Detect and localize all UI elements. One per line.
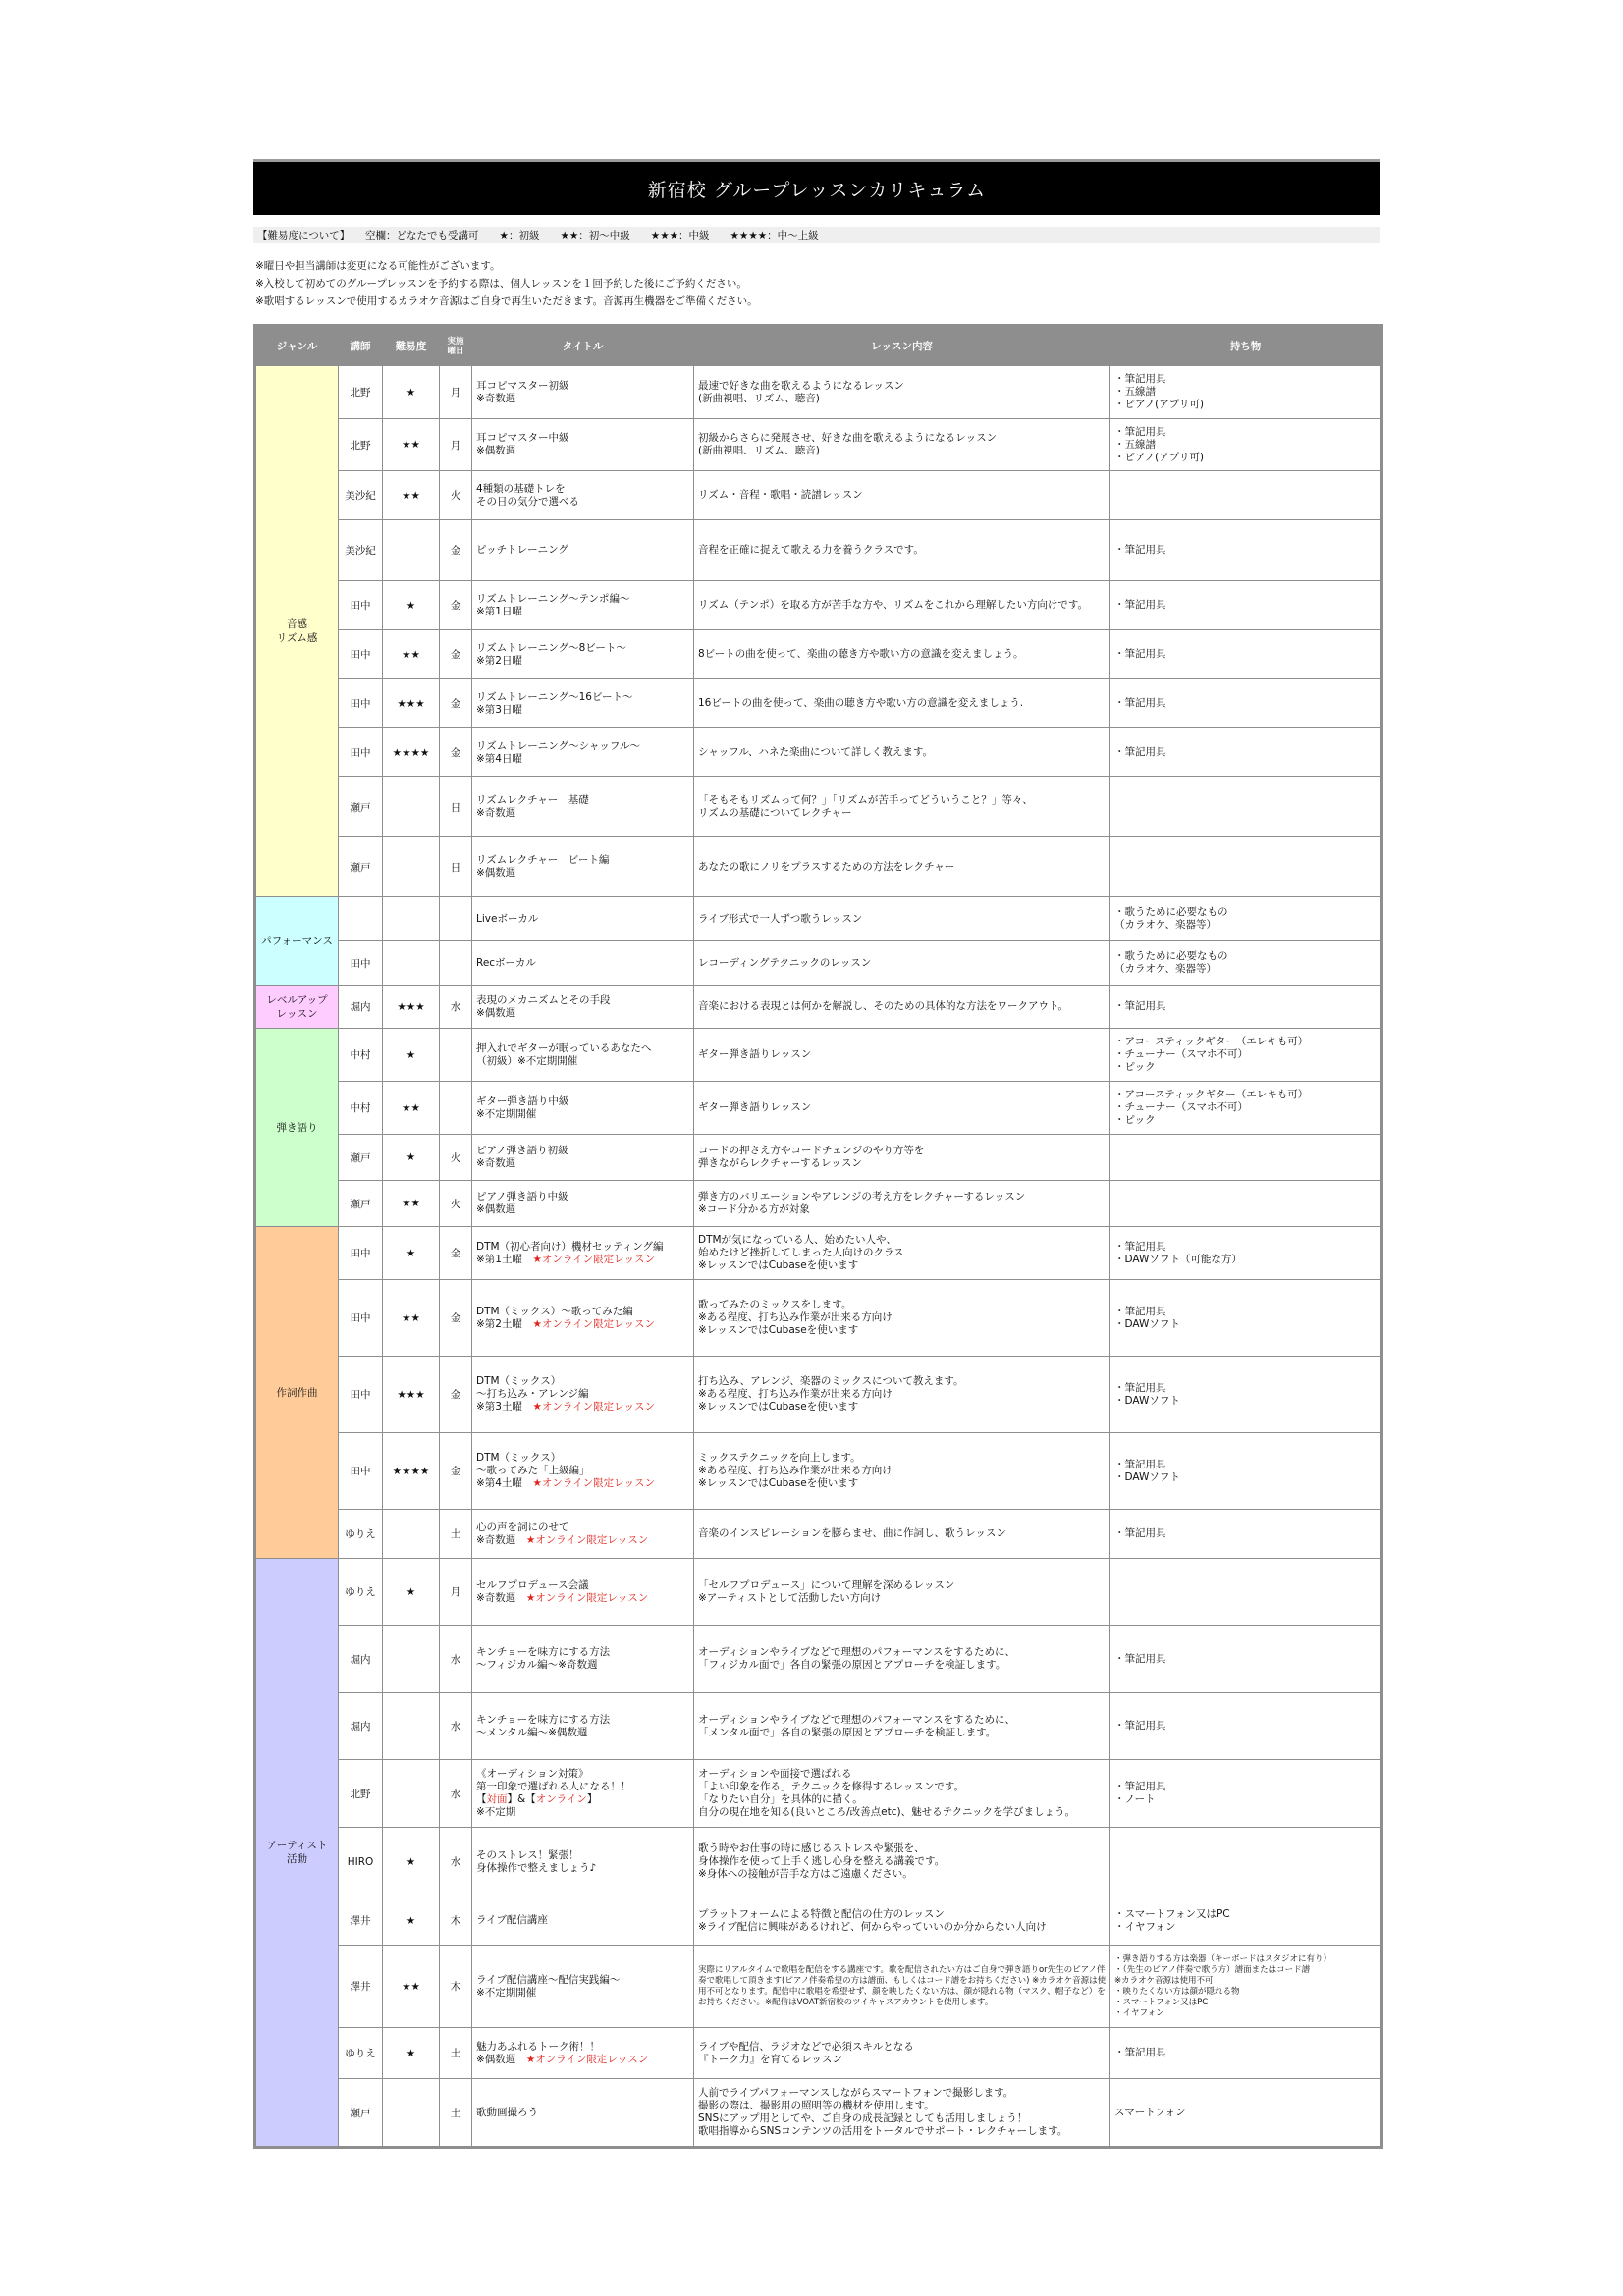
genre-cell: アーティスト 活動 [255, 1559, 339, 2148]
level-cell: ★ [383, 1828, 440, 1896]
title-cell [472, 837, 694, 897]
items-cell: ・筆記用具 [1110, 581, 1382, 630]
teacher-cell: 田中 [339, 630, 383, 679]
table-header-row [255, 326, 1382, 366]
content-cell: 8ビートの曲を使って、楽曲の聴き方や歌い方の意識を変えましょう。 [694, 630, 1110, 679]
title-text: リズムトレーニング〜8ビート〜 ※第2日曜 [476, 641, 626, 667]
title-text: ピッチトレーニング [476, 544, 568, 556]
level-cell: ★★★ [383, 1357, 440, 1433]
level-cell [383, 837, 440, 897]
title-text: リズムトレーニング〜テンポ編〜 ※第1日曜 [476, 592, 630, 617]
title-cell [472, 2028, 694, 2079]
content-cell: ギター弾き語りレッスン [694, 1082, 1110, 1135]
level-cell: ★ [383, 366, 440, 419]
content-cell: レコーディングテクニックのレッスン [694, 941, 1110, 986]
teacher-cell: 北野 [339, 366, 383, 419]
title-text: 歌動画撮ろう [476, 2106, 538, 2118]
content-cell: あなたの歌にノリをプラスするための方法をレクチャー [694, 837, 1110, 897]
teacher-cell: 瀬戸 [339, 1135, 383, 1181]
content-cell: オーディションや面接で選ばれる 「よい印象を作る」テクニックを修得するレッスンです。 「なりたい自分」を具体的に描く。 自分の現在地を知る(良いところ/改善点etc)、魅せるテクニックを学びましょう。 [694, 1760, 1110, 1828]
teacher-cell: 中村 [339, 1029, 383, 1082]
curriculum-sheet [253, 159, 1380, 2149]
day-cell: 金 [440, 1357, 472, 1433]
title-cell [472, 1510, 694, 1559]
day-cell: 水 [440, 986, 472, 1029]
title-cell [472, 679, 694, 728]
title-text: ライブ配信講座 [476, 1914, 548, 1926]
online-tag: オンライン [535, 1793, 587, 1805]
day-cell: 金 [440, 1280, 472, 1357]
items-cell: ・筆記用具 ・DAWソフト [1110, 1357, 1382, 1433]
curriculum-table [253, 324, 1383, 2149]
items-cell [1110, 1559, 1382, 1626]
title-cell [472, 520, 694, 581]
day-cell: 水 [440, 1828, 472, 1896]
day-cell: 金 [440, 1227, 472, 1280]
teacher-cell: 北野 [339, 419, 383, 471]
items-cell: ・スマートフォン又はPC ・イヤフォン [1110, 1896, 1382, 1946]
level-cell: ★ [383, 1135, 440, 1181]
day-cell: 火 [440, 471, 472, 520]
day-cell: 月 [440, 419, 472, 471]
day-cell: 水 [440, 1626, 472, 1693]
col-header-teacher: 講師 [339, 326, 383, 366]
items-cell [1110, 1828, 1382, 1896]
genre-cell: パフォーマンス [255, 897, 339, 986]
title-cell [472, 1280, 694, 1357]
content-cell: 歌う時やお仕事の時に感じるストレスや緊張を、 身体操作を使って上手く逃し心身を整える講義です。 ※身体への接触が苦手な方はご遠慮ください。 [694, 1828, 1110, 1896]
teacher-cell: 田中 [339, 679, 383, 728]
day-cell: 金 [440, 520, 472, 581]
online-tag: ★オンライン限定レッスン [525, 2053, 649, 2065]
title-text: キンチョーを味方にする方法 〜メンタル編〜※偶数週 [476, 1713, 611, 1738]
level-cell [383, 1760, 440, 1828]
day-cell [440, 1082, 472, 1135]
items-cell: ・筆記用具 ・DAWソフト [1110, 1280, 1382, 1357]
table-row [255, 419, 1382, 471]
items-cell: ・歌うために必要なもの （カラオケ、楽器等） [1110, 941, 1382, 986]
title-text: 】 ※不定期 [476, 1793, 598, 1818]
title-cell [472, 630, 694, 679]
items-cell: ・弾き語りする方は楽器（キーボードはスタジオに有り） ・（先生のピアノ伴奏で歌う方）譜面またはコード譜 ※カラオケ音源は使用不可 ・映りたくない方は顔が隠れる物 ・スマートフォン又はPC ・イヤフォン [1110, 1946, 1382, 2028]
teacher-cell: 田中 [339, 728, 383, 777]
items-cell: ・筆記用具 [1110, 1626, 1382, 1693]
day-cell: 木 [440, 1946, 472, 2028]
level-cell: ★★ [383, 419, 440, 471]
table-row [255, 1626, 1382, 1693]
items-cell [1110, 471, 1382, 520]
title-cell [472, 1082, 694, 1135]
online-tag: ★オンライン限定レッスン [525, 1591, 649, 1604]
content-cell: 音程を正確に捉えて歌える力を養うクラスです。 [694, 520, 1110, 581]
col-header-title: タイトル [472, 326, 694, 366]
genre-cell: 弾き語り [255, 1029, 339, 1227]
table-row [255, 630, 1382, 679]
teacher-cell: 瀬戸 [339, 1181, 383, 1227]
title-cell [472, 1181, 694, 1227]
content-cell: リズム・音程・歌唱・読譜レッスン [694, 471, 1110, 520]
teacher-cell: 田中 [339, 1227, 383, 1280]
title-cell [472, 1946, 694, 2028]
table-row [255, 1693, 1382, 1760]
content-cell: ミックステクニックを向上します。 ※ある程度、打ち込み作業が出来る方向け ※レッスンではCubaseを使います [694, 1433, 1110, 1510]
teacher-cell: 瀬戸 [339, 2079, 383, 2148]
title-text: ライブ配信講座〜配信実践編〜 ※不定期開催 [476, 1973, 621, 1999]
level-cell [383, 1693, 440, 1760]
day-cell [440, 897, 472, 941]
items-cell: ・筆記用具 [1110, 728, 1382, 777]
online-tag: ★オンライン限定レッスン [532, 1317, 655, 1330]
content-cell: ライブや配信、ラジオなどで必須スキルとなる 『トーク力』を育てるレッスン [694, 2028, 1110, 2079]
content-cell: プラットフォームによる特徴と配信の仕方のレッスン ※ライブ配信に興味があるけれど、何からやっていいのか分からない人向け [694, 1896, 1110, 1946]
level-cell: ★★ [383, 1082, 440, 1135]
table-row [255, 1029, 1382, 1082]
table-row [255, 1433, 1382, 1510]
genre-cell: 作詞作曲 [255, 1227, 339, 1559]
day-cell: 水 [440, 1693, 472, 1760]
day-cell: 月 [440, 1559, 472, 1626]
title-text: Recボーカル [476, 956, 536, 969]
table-row [255, 897, 1382, 941]
items-cell: ・筆記用具 [1110, 520, 1382, 581]
content-cell: 「そもそもリズムって何？」「リズムが苦手ってどういうこと？」等々、 リズムの基礎についてレクチャー [694, 777, 1110, 837]
table-body [255, 366, 1382, 2148]
teacher-cell: 田中 [339, 1433, 383, 1510]
table-row [255, 1828, 1382, 1896]
items-cell [1110, 1135, 1382, 1181]
title-cell [472, 1559, 694, 1626]
genre-cell: 音感 リズム感 [255, 366, 339, 897]
note-line: ※歌唱するレッスンで使用するカラオケ音源はご自身で再生いただきます。音源再生機器をご準備ください。 [255, 295, 758, 307]
table-row [255, 1135, 1382, 1181]
table-row [255, 1082, 1382, 1135]
title-text: 表現のメカニズムとその手段 ※偶数週 [476, 993, 611, 1019]
level-cell [383, 520, 440, 581]
title-text: キンチョーを味方にする方法 〜フィジカル編〜※奇数週 [476, 1646, 611, 1671]
items-cell: ・筆記用具 [1110, 986, 1382, 1029]
table-row [255, 777, 1382, 837]
teacher-cell: 瀬戸 [339, 837, 383, 897]
items-cell: スマートフォン [1110, 2079, 1382, 2148]
items-cell: ・筆記用具 ・DAWソフト（可能な方） [1110, 1227, 1382, 1280]
title-text: DTM（ミックス）〜歌ってみた編 ※第2土曜 [476, 1305, 633, 1330]
title-text: 心の声を詞にのせて ※奇数週 [476, 1521, 569, 1546]
teacher-cell: ゆりえ [339, 1559, 383, 1626]
title-text: そのストレス！緊張！ 身体操作で整えましょう♪ [476, 1848, 597, 1874]
title-cell [472, 1760, 694, 1828]
difficulty-legend: 【難易度について】 空欄：どなたでも受講可 ★：初級 ★★：初〜中級 ★★★：中級 ★★★★：中〜上級 [253, 227, 1380, 243]
items-cell: ・筆記用具 [1110, 1693, 1382, 1760]
title-cell [472, 728, 694, 777]
teacher-cell [339, 897, 383, 941]
title-text: セルフプロデュース会議 ※奇数週 [476, 1578, 589, 1604]
title-text: DTM（ミックス） 〜歌ってみた「上級編」 ※第4土曜 [476, 1452, 590, 1489]
title-text: ピアノ弾き語り中級 ※偶数週 [476, 1191, 568, 1215]
level-cell: ★★ [383, 1181, 440, 1227]
level-cell: ★ [383, 2028, 440, 2079]
teacher-cell: 美沙紀 [339, 520, 383, 581]
items-cell: ・筆記用具 ・五線譜 ・ピアノ(アプリ可) [1110, 419, 1382, 471]
table-row [255, 520, 1382, 581]
day-cell: 月 [440, 366, 472, 419]
items-cell: ・筆記用具 [1110, 1510, 1382, 1559]
table-row [255, 728, 1382, 777]
teacher-cell: 北野 [339, 1760, 383, 1828]
day-cell [440, 941, 472, 986]
title-text: リズムトレーニング〜16ビート〜 ※第3日曜 [476, 690, 633, 716]
day-cell: 金 [440, 630, 472, 679]
teacher-cell: 田中 [339, 1357, 383, 1433]
level-cell: ★ [383, 1896, 440, 1946]
day-cell: 金 [440, 679, 472, 728]
title-cell [472, 986, 694, 1029]
content-cell: 音楽のインスピレーションを膨らませ、曲に作詞し、歌うレッスン [694, 1510, 1110, 1559]
day-cell: 土 [440, 2028, 472, 2079]
items-cell: ・歌うために必要なもの （カラオケ、楽器等） [1110, 897, 1382, 941]
title-cell [472, 366, 694, 419]
level-cell [383, 2079, 440, 2148]
teacher-cell: 堀内 [339, 986, 383, 1029]
level-cell [383, 1510, 440, 1559]
title-text: 4種類の基礎トレを その日の気分で選べる [476, 482, 579, 507]
table-row [255, 1280, 1382, 1357]
title-text: DTM（ミックス） 〜打ち込み・アレンジ編 ※第3土曜 [476, 1375, 589, 1413]
level-cell: ★ [383, 581, 440, 630]
online-tag: ★オンライン限定レッスン [525, 1533, 649, 1546]
day-cell: 土 [440, 2079, 472, 2148]
content-cell: 弾き方のバリエーションやアレンジの考え方をレクチャーするレッスン ※コード分かる方が対象 [694, 1181, 1110, 1227]
level-cell: ★★ [383, 1280, 440, 1357]
title-text: Liveボーカル [476, 912, 539, 925]
level-cell: ★★ [383, 1946, 440, 2028]
day-cell: 日 [440, 777, 472, 837]
teacher-cell: 堀内 [339, 1626, 383, 1693]
table-row [255, 366, 1382, 419]
title-cell [472, 1693, 694, 1760]
day-cell [440, 1029, 472, 1082]
level-cell: ★★ [383, 630, 440, 679]
content-cell: オーディションやライブなどで理想のパフォーマンスをするために、 「メンタル面で」各自の緊張の原因とアプローチを検証します。 [694, 1693, 1110, 1760]
level-cell: ★ [383, 1227, 440, 1280]
title-text: ピアノ弾き語り初級 ※奇数週 [476, 1145, 568, 1169]
day-cell: 火 [440, 1181, 472, 1227]
items-cell: ・筆記用具 ・DAWソフト [1110, 1433, 1382, 1510]
level-cell: ★★★ [383, 679, 440, 728]
level-cell: ★★★★ [383, 1433, 440, 1510]
table-row [255, 1760, 1382, 1828]
teacher-cell: HIRO [339, 1828, 383, 1896]
table-row [255, 941, 1382, 986]
day-cell: 日 [440, 837, 472, 897]
title-text: 魅力あふれるトーク術！！ ※偶数週 [476, 2040, 600, 2065]
title-cell [472, 1828, 694, 1896]
col-header-day: 実施 曜日 [440, 326, 472, 366]
day-cell: 金 [440, 1433, 472, 1510]
title-cell [472, 1433, 694, 1510]
title-text: リズムトレーニング〜シャッフル〜 ※第4日曜 [476, 739, 640, 765]
title-text: 押入れでギターが眠っているあなたへ （初級）※不定期開催 [476, 1041, 652, 1067]
title-text: リズムレクチャー ビート編 ※偶数週 [476, 854, 610, 879]
title-cell [472, 1896, 694, 1946]
items-cell: ・筆記用具 [1110, 2028, 1382, 2079]
title-cell [472, 581, 694, 630]
day-cell: 火 [440, 1135, 472, 1181]
teacher-cell: ゆりえ [339, 1510, 383, 1559]
page-title: 新宿校 グループレッスンカリキュラム [253, 159, 1380, 215]
title-cell [472, 777, 694, 837]
level-cell: ★★ [383, 471, 440, 520]
table-row [255, 581, 1382, 630]
table-row [255, 1181, 1382, 1227]
title-text: 耳コピマスター中級 ※偶数週 [476, 432, 569, 456]
day-cell: 金 [440, 728, 472, 777]
title-cell [472, 471, 694, 520]
items-cell [1110, 837, 1382, 897]
content-cell: 歌ってみたのミックスをします。 ※ある程度、打ち込み作業が出来る方向け ※レッスンではCubaseを使います [694, 1280, 1110, 1357]
items-cell [1110, 1181, 1382, 1227]
col-header-content: レッスン内容 [694, 326, 1110, 366]
teacher-cell: 瀬戸 [339, 777, 383, 837]
title-cell [472, 1029, 694, 1082]
level-cell [383, 941, 440, 986]
content-cell: ギター弾き語りレッスン [694, 1029, 1110, 1082]
table-row [255, 471, 1382, 520]
content-cell: リズム（テンポ）を取る方が苦手な方や、リズムをこれから理解したい方向けです。 [694, 581, 1110, 630]
items-cell: ・筆記用具 [1110, 630, 1382, 679]
content-cell: 最速で好きな曲を歌えるようになるレッスン (新曲視唱、リズム、聴音) [694, 366, 1110, 419]
teacher-cell: 中村 [339, 1082, 383, 1135]
level-cell [383, 777, 440, 837]
level-cell: ★★★★ [383, 728, 440, 777]
title-cell [472, 1227, 694, 1280]
teacher-cell: 澤井 [339, 1896, 383, 1946]
col-header-items: 持ち物 [1110, 326, 1382, 366]
items-cell: ・筆記用具 [1110, 679, 1382, 728]
col-header-genre: ジャンル [255, 326, 339, 366]
content-cell: 「セルフプロデュース」について理解を深めるレッスン ※アーティストとして活動したい方向け [694, 1559, 1110, 1626]
level-cell [383, 1626, 440, 1693]
table-row [255, 1510, 1382, 1559]
title-cell [472, 419, 694, 471]
table-row [255, 986, 1382, 1029]
teacher-cell: 田中 [339, 1280, 383, 1357]
col-header-level: 難易度 [383, 326, 440, 366]
teacher-cell: 田中 [339, 941, 383, 986]
teacher-cell: 田中 [339, 581, 383, 630]
table-row [255, 1357, 1382, 1433]
teacher-cell: 澤井 [339, 1946, 383, 2028]
title-cell [472, 897, 694, 941]
title-text: リズムレクチャー 基礎 ※奇数週 [476, 794, 589, 819]
table-row [255, 837, 1382, 897]
teacher-cell: ゆりえ [339, 2028, 383, 2079]
content-cell: DTMが気になっている人、始めたい人や、 始めたけど挫折してしまった人向けのクラス ※レッスンではCubaseを使います [694, 1227, 1110, 1280]
table-row [255, 1227, 1382, 1280]
day-cell: 土 [440, 1510, 472, 1559]
online-tag: ★オンライン限定レッスン [532, 1253, 655, 1265]
content-cell: 音楽における表現とは何かを解説し、そのための具体的な方法をワークアウト。 [694, 986, 1110, 1029]
level-cell: ★ [383, 1029, 440, 1082]
items-cell: ・アコースティックギター（エレキも可） ・チューナー（スマホ不可） ・ピック [1110, 1029, 1382, 1082]
items-cell: ・アコースティックギター（エレキも可） ・チューナー（スマホ不可） ・ピック [1110, 1082, 1382, 1135]
table-row [255, 1946, 1382, 2028]
items-cell: ・筆記用具 ・ノート [1110, 1760, 1382, 1828]
content-cell: シャッフル、ハネた楽曲について詳しく教えます。 [694, 728, 1110, 777]
title-text: ギター弾き語り中級 ※不定期開催 [476, 1095, 569, 1120]
title-text: DTM（初心者向け）機材セッティング編 ※第1土曜 [476, 1240, 664, 1265]
content-cell: 初級からさらに発展させ、好きな曲を歌えるようになるレッスン (新曲視唱、リズム、聴音) [694, 419, 1110, 471]
content-cell: コードの押さえ方やコードチェンジのやり方等を 弾きながらレクチャーするレッスン [694, 1135, 1110, 1181]
title-text: 耳コピマスター初級 ※奇数週 [476, 379, 569, 404]
content-cell: オーディションやライブなどで理想のパフォーマンスをするために、 「フィジカル面で」各自の緊張の原因とアプローチを検証します。 [694, 1626, 1110, 1693]
title-cell [472, 941, 694, 986]
table-row [255, 1559, 1382, 1626]
level-cell: ★★★ [383, 986, 440, 1029]
online-tag: ★オンライン限定レッスン [532, 1401, 655, 1413]
online-tag: ★オンライン限定レッスン [532, 1477, 655, 1489]
note-line: ※入校して初めてのグループレッスンを予約する際は、個人レッスンを１回予約した後にご予約ください。 [255, 278, 747, 290]
genre-cell: レベルアップ レッスン [255, 986, 339, 1029]
day-cell: 木 [440, 1896, 472, 1946]
title-cell [472, 2079, 694, 2148]
title-cell [472, 1626, 694, 1693]
online-tag: 対面 [486, 1793, 508, 1805]
title-text: 】&【 [507, 1793, 536, 1805]
day-cell: 水 [440, 1760, 472, 1828]
table-row [255, 679, 1382, 728]
notes [253, 257, 1380, 310]
note-line: ※曜日や担当講師は変更になる可能性がございます。 [255, 260, 501, 272]
level-cell: ★ [383, 1559, 440, 1626]
content-cell: 16ビートの曲を使って、楽曲の聴き方や歌い方の意識を変えましょう. [694, 679, 1110, 728]
content-cell: 実際にリアルタイムで歌唱を配信をする講座です。歌を配信されたい方はご自身で弾き語りor先生のピアノ伴奏で歌唱して頂きます(ピアノ伴奏希望の方は譜面、もしくはコード譜をお持ちください) ※カラオケ音源は使用不可となります。配信中に歌唱を希望せず、顔を映したくない方は、顔が隠れる物（マスク、帽子など）をお持ちください。※配信はVOAT新宿校のツイキャスアカウントを使用します。 [694, 1946, 1110, 2028]
items-cell: ・筆記用具 ・五線譜 ・ピアノ(アプリ可) [1110, 366, 1382, 419]
title-text: 《オーディション対策》 第一印象で選ばれる人になる！！ 【 [476, 1768, 631, 1805]
content-cell: 人前でライブパフォーマンスしながらスマートフォンで撮影します。 撮影の際は、撮影用の照明等の機材を使用します。 SNSにアップ用としてや、ご自身の成長記録としても活用しましょう！ 歌唱指導からSNSコンテンツの活用をトータルでサポート・レクチャーします。 [694, 2079, 1110, 2148]
table-row [255, 2028, 1382, 2079]
table-row [255, 1896, 1382, 1946]
title-cell [472, 1135, 694, 1181]
title-cell [472, 1357, 694, 1433]
day-cell: 金 [440, 581, 472, 630]
level-cell [383, 897, 440, 941]
items-cell [1110, 777, 1382, 837]
teacher-cell: 堀内 [339, 1693, 383, 1760]
teacher-cell: 美沙紀 [339, 471, 383, 520]
table-row [255, 2079, 1382, 2148]
content-cell: ライブ形式で一人ずつ歌うレッスン [694, 897, 1110, 941]
content-cell: 打ち込み、アレンジ、楽器のミックスについて教えます。 ※ある程度、打ち込み作業が出来る方向け ※レッスンではCubaseを使います [694, 1357, 1110, 1433]
